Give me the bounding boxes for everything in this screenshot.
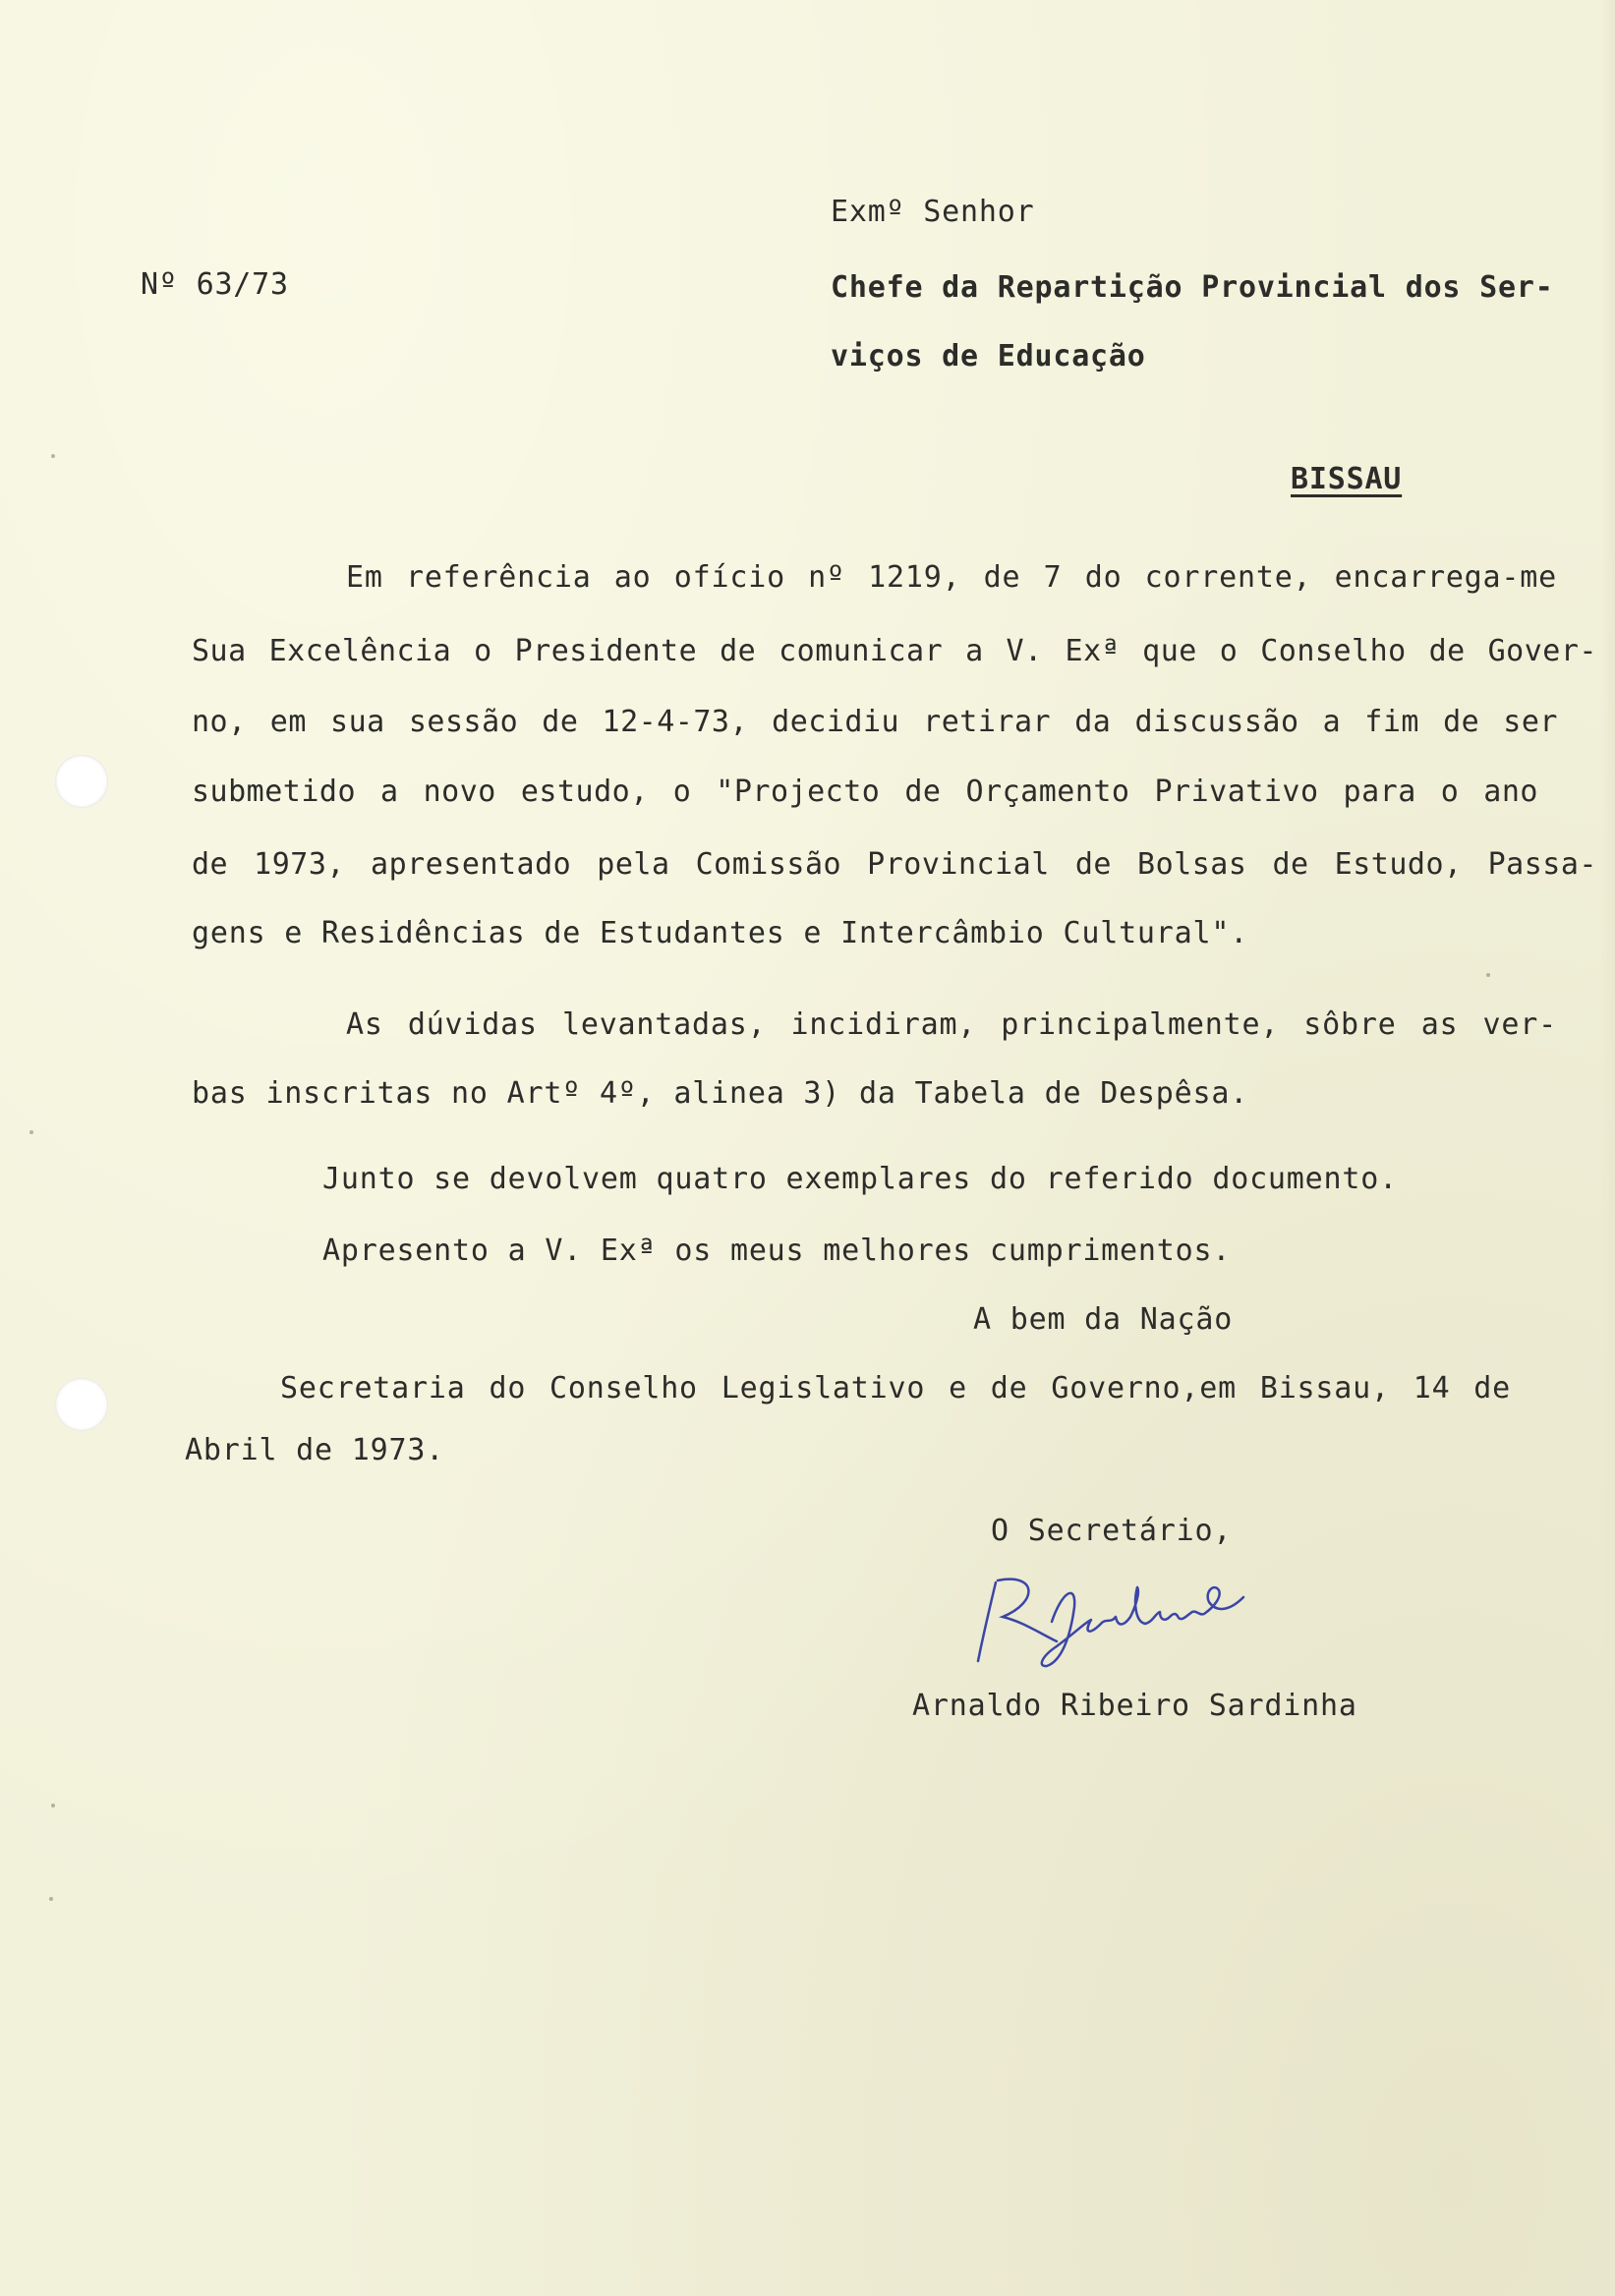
handwritten-signature <box>968 1563 1253 1671</box>
body-para4: Apresento a V. Exª os meus melhores cumprimentos. <box>322 1234 1232 1268</box>
signatory-name: Arnaldo Ribeiro Sardinha <box>912 1689 1357 1723</box>
place-date-line: Secretaria do Conselho Legislativo e de Governo,em Bissau, 14 de <box>280 1371 1511 1406</box>
punch-hole-bottom <box>55 1378 108 1431</box>
signatory-title: O Secretário, <box>991 1514 1233 1548</box>
body-para2-line: As dúvidas levantadas, incidiram, principalmente, sôbre as ver- <box>346 1007 1557 1042</box>
paper-speck <box>51 454 55 458</box>
paper-edge <box>1601 0 1615 2296</box>
letter-number: Nº 63/73 <box>141 267 289 302</box>
body-para1-line: Sua Excelência o Presidente de comunicar a V. Exª que o Conselho de Gover- <box>192 634 1597 668</box>
paper-speck <box>1486 973 1490 977</box>
body-para1-line: submetido a novo estudo, o "Projecto de Orçamento Privativo para o ano <box>192 775 1538 809</box>
paper-speck <box>49 1897 53 1901</box>
closing-phrase: A bem da Nação <box>973 1302 1234 1337</box>
body-para1-line: gens e Residências de Estudantes e Intercâmbio Cultural". <box>192 916 1249 950</box>
paper-speck <box>51 1804 55 1808</box>
addressee-salutation: Exmº Senhor <box>831 195 1035 229</box>
addressee-line-2: viços de Educação <box>831 339 1146 373</box>
paper-speck <box>29 1130 33 1134</box>
body-para1-line: no, em sua sessão de 12-4-73, decidiu retirar da discussão a fim de ser <box>192 705 1558 739</box>
addressee-line-1: Chefe da Repartição Provincial dos Ser- <box>831 270 1554 305</box>
body-para2-line: bas inscritas no Artº 4º, alinea 3) da Tabela de Despêsa. <box>192 1076 1249 1111</box>
punch-hole-top <box>55 755 108 808</box>
body-para1-line: Em referência ao ofício nº 1219, de 7 do corrente, encarrega-me <box>346 560 1557 595</box>
body-para3: Junto se devolvem quatro exemplares do referido documento. <box>322 1162 1398 1196</box>
place-date-line: Abril de 1973. <box>185 1433 445 1467</box>
body-para1-line: de 1973, apresentado pela Comissão Provincial de Bolsas de Estudo, Passa- <box>192 847 1597 882</box>
addressee-city: BISSAU <box>1291 462 1403 496</box>
